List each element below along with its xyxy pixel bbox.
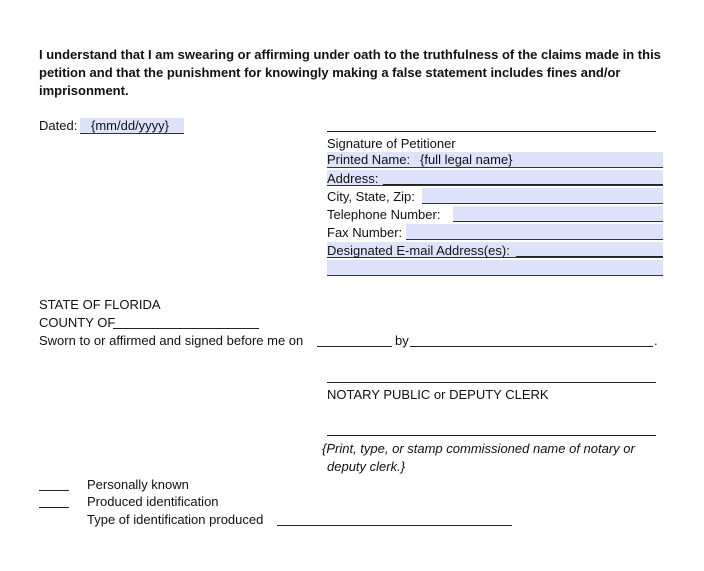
email-field-extra[interactable] xyxy=(327,260,663,276)
identification-type-field[interactable] xyxy=(277,525,512,526)
sworn-date-field[interactable] xyxy=(317,346,392,347)
printed-name-label: Printed Name: xyxy=(327,152,411,167)
address-field[interactable] xyxy=(383,184,663,185)
address-label: Address: xyxy=(327,171,379,186)
produced-identification-checkbox[interactable] xyxy=(39,507,69,508)
signature-line[interactable] xyxy=(327,131,656,132)
city-state-zip-label: City, State, Zip: xyxy=(327,189,415,204)
city-state-zip-field[interactable] xyxy=(422,188,663,204)
personally-known-checkbox[interactable] xyxy=(39,490,69,491)
personally-known-label: Personally known xyxy=(87,477,189,492)
county-field[interactable] xyxy=(113,328,259,329)
by-label: by xyxy=(395,333,409,348)
notary-name-line[interactable] xyxy=(327,435,656,436)
dated-label: Dated: xyxy=(39,118,78,133)
email-field[interactable] xyxy=(516,256,663,257)
produced-identification-label: Produced identification xyxy=(87,494,219,509)
fax-field[interactable] xyxy=(406,224,663,240)
sworn-period: . xyxy=(654,333,658,348)
telephone-field[interactable] xyxy=(453,206,663,222)
telephone-label: Telephone Number: xyxy=(327,207,441,222)
notary-signature-line[interactable] xyxy=(327,382,656,383)
state-label: STATE OF FLORIDA xyxy=(39,297,161,312)
printed-name-field[interactable]: {full legal name} xyxy=(420,152,513,167)
notary-name-note-2: deputy clerk.} xyxy=(327,459,406,474)
notary-caption: NOTARY PUBLIC or DEPUTY CLERK xyxy=(327,387,549,402)
sworn-text: Sworn to or affirmed and signed before me on xyxy=(39,333,304,348)
signature-caption: Signature of Petitioner xyxy=(327,136,456,151)
dated-field[interactable]: {mm/dd/yyyy} xyxy=(80,118,184,134)
identification-type-label: Type of identification produced xyxy=(87,512,264,527)
sworn-by-field[interactable] xyxy=(410,346,653,347)
notary-name-note-1: {Print, type, or stamp commissioned name of notary or xyxy=(322,441,635,456)
county-label: COUNTY OF xyxy=(39,315,116,330)
fax-label: Fax Number: xyxy=(327,225,403,240)
email-label: Designated E-mail Address(es): xyxy=(327,243,510,258)
oath-statement: I understand that I am swearing or affirming under oath to the truthfulness of the claims made in this petition and that the punishment for knowingly making a false statement includes fines and/or imprisonment. xyxy=(39,47,661,98)
